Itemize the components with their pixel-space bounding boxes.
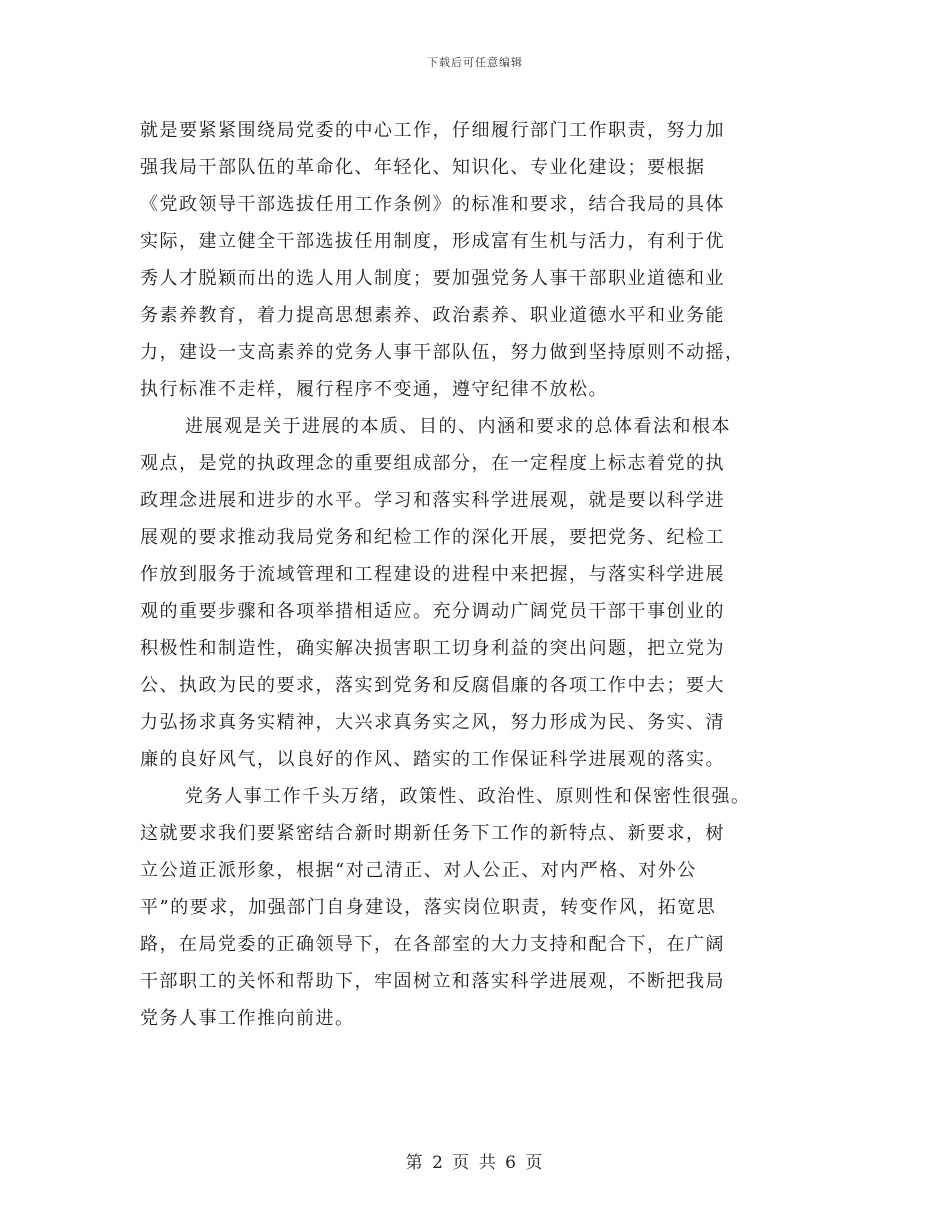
body-line: 秀人才脱颖而出的选人用人制度；要加强党务人事干部职业道德和业 [140, 268, 725, 289]
body-line: 立公道正派形象，根据“对己清正、对人公正、对内严格、对外公 [140, 860, 697, 881]
body-line: 观点，是党的执政理念的重要组成部分，在一定程度上标志着党的执 [140, 453, 725, 474]
page-header: 下载后可任意编辑 [427, 56, 523, 69]
body-line: 平”的要求，加强部门自身建设，落实岗位职责，转变作风，拓宽思 [140, 897, 717, 918]
body-line: 公、执政为民的要求，落实到党务和反腐倡廉的各项工作中去；要大 [140, 675, 725, 696]
body-line: 路，在局党委的正确领导下，在各部室的大力支持和配合下，在广阔 [140, 934, 725, 955]
body-line: 作放到服务于流域管理和工程建设的进程中来把握，与落实科学进展 [140, 564, 725, 585]
body-line: 政理念进展和进步的水平。学习和落实科学进展观，就是要以科学进 [140, 490, 725, 511]
body-line: 党务人事工作推向前进。 [140, 1008, 355, 1029]
body-line: 《党政领导干部选拔任用工作条例》的标准和要求，结合我局的具体 [140, 194, 725, 215]
body-line: 强我局干部队伍的革命化、年轻化、知识化、专业化建设；要根据 [140, 157, 706, 178]
body-line: 干部职工的关怀和帮助下，牢固树立和落实科学进展观，不断把我局 [140, 971, 725, 992]
body-line: 务素养教育，着力提高思想素养、政治素养、职业道德水平和业务能 [140, 305, 725, 326]
body-line: 廉的良好风气，以良好的作风、踏实的工作保证科学进展观的落实。 [140, 749, 725, 770]
body-line: 力，建设一支高素养的党务人事干部队伍，努力做到坚持原则不动摇， [140, 342, 745, 363]
page-number: 第 2 页 共 6 页 [405, 1153, 545, 1173]
document-body [140, 112, 820, 1037]
body-line: 执行标准不走样，履行程序不变通，遵守纪律不放松。 [140, 379, 608, 400]
body-line: 实际，建立健全干部选拔任用制度，形成富有生机与活力，有利于优 [140, 231, 725, 252]
body-line: 展观的要求推动我局党务和纪检工作的深化开展，要把党务、纪检工 [140, 527, 725, 548]
paragraph-first-line: 党务人事工作千头万绪，政策性、政治性、原则性和保密性很强。 [185, 786, 751, 807]
body-line: 就是要紧紧围绕局党委的中心工作，仔细履行部门工作职责，努力加 [140, 120, 725, 141]
body-line: 观的重要步骤和各项举措相适应。充分调动广阔党员干部干事创业的 [140, 601, 725, 622]
body-line: 力弘扬求真务实精神，大兴求真务实之风，努力形成为民、务实、清 [140, 712, 725, 733]
body-line: 这就要求我们要紧密结合新时期新任务下工作的新特点、新要求，树 [140, 823, 725, 844]
body-line: 积极性和制造性，确实解决损害职工切身利益的突出问题，把立党为 [140, 638, 725, 659]
paragraph-first-line: 进展观是关于进展的本质、目的、内涵和要求的总体看法和根本 [185, 416, 731, 437]
